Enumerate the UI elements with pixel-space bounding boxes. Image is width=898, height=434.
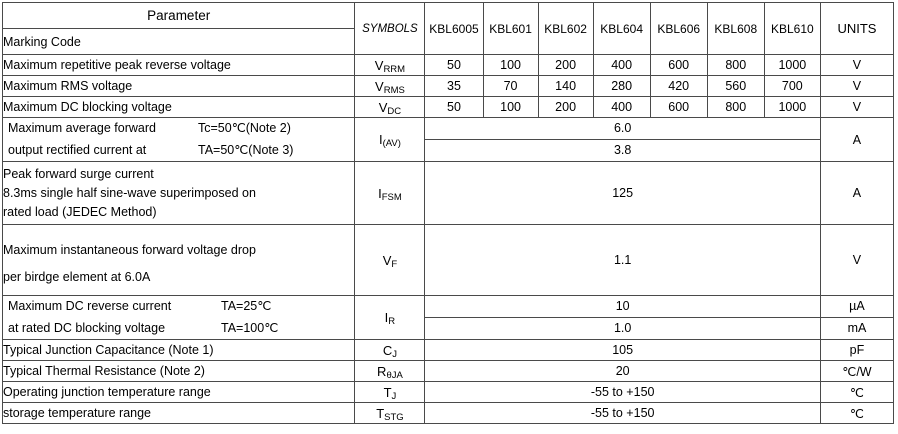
unit-ir-bottom: mA bbox=[821, 317, 893, 339]
value-ir-group bbox=[425, 296, 820, 340]
param-iav-label bbox=[3, 118, 355, 162]
param-vrrm-label: Maximum repetitive peak reverse voltage bbox=[3, 55, 355, 76]
value-tj: -55 to +150 bbox=[425, 382, 820, 403]
param-ifsm-line2: 8.3ms single half sine-wave superimposed on bbox=[3, 185, 256, 200]
param-vf-line1: Maximum instantaneous forward voltage drop bbox=[3, 243, 256, 257]
header-part-kbl601: KBL601 bbox=[483, 3, 538, 55]
unit-vf: V bbox=[820, 225, 893, 296]
value-iav-group bbox=[425, 118, 820, 162]
header-parameter: Parameter bbox=[3, 3, 355, 29]
value-vrms-kbl604: 280 bbox=[593, 76, 650, 97]
header-part-kbl606: KBL606 bbox=[650, 3, 707, 55]
value-vdc-kbl606: 600 bbox=[650, 97, 707, 118]
value-vrrm-kbl610: 1000 bbox=[764, 55, 820, 76]
table-row bbox=[3, 382, 894, 403]
param-tstg-label: storage temperature range bbox=[3, 403, 355, 424]
header-part-kbl608: KBL608 bbox=[707, 3, 764, 55]
param-vf-line2: per birdge element at 6.0A bbox=[3, 270, 151, 284]
param-ir-line1: Maximum DC reverse current bbox=[8, 299, 172, 313]
unit-tstg: ℃ bbox=[820, 403, 893, 424]
value-vrms-kbl610: 700 bbox=[764, 76, 820, 97]
param-vrms-label: Maximum RMS voltage bbox=[3, 76, 355, 97]
header-part-kbl610: KBL610 bbox=[764, 3, 820, 55]
unit-tj: ℃ bbox=[820, 382, 893, 403]
param-vf-label bbox=[3, 225, 355, 296]
symbol-ifsm: IFSM bbox=[355, 162, 425, 225]
param-iav-cond2: TA=50℃(Note 3) bbox=[198, 142, 294, 157]
symbol-rthja: RθJA bbox=[355, 361, 425, 382]
param-iav-line1: Maximum average forward bbox=[8, 121, 156, 135]
unit-iav: A bbox=[820, 118, 893, 162]
table-row bbox=[3, 97, 894, 118]
symbol-cj: CJ bbox=[355, 340, 425, 361]
header-units: UNITS bbox=[820, 3, 893, 55]
table-row bbox=[3, 403, 894, 424]
param-vdc-label: Maximum DC blocking voltage bbox=[3, 97, 355, 118]
value-vrrm-kbl601: 100 bbox=[483, 55, 538, 76]
value-rthja: 20 bbox=[425, 361, 820, 382]
value-vrrm-kbl604: 400 bbox=[593, 55, 650, 76]
value-vrrm-kbl6005: 50 bbox=[425, 55, 483, 76]
table-row bbox=[3, 340, 894, 361]
value-iav-ta: 3.8 bbox=[425, 139, 819, 161]
value-vrms-kbl6005: 35 bbox=[425, 76, 483, 97]
table-header-row-1 bbox=[3, 3, 894, 29]
param-rthja-label: Typical Thermal Resistance (Note 2) bbox=[3, 361, 355, 382]
value-vdc-kbl6005: 50 bbox=[425, 97, 483, 118]
header-part-kbl6005: KBL6005 bbox=[425, 3, 483, 55]
param-cj-label: Typical Junction Capacitance (Note 1) bbox=[3, 340, 355, 361]
param-tj-label: Operating junction temperature range bbox=[3, 382, 355, 403]
value-vrrm-kbl602: 200 bbox=[538, 55, 593, 76]
unit-cj: pF bbox=[820, 340, 893, 361]
value-vdc-kbl602: 200 bbox=[538, 97, 593, 118]
param-ir-label bbox=[3, 296, 355, 340]
param-ifsm-line1: Peak forward surge current bbox=[3, 166, 154, 181]
value-vrms-kbl601: 70 bbox=[483, 76, 538, 97]
unit-ir-top: µA bbox=[849, 299, 865, 313]
table-row bbox=[3, 225, 894, 296]
param-ifsm-label bbox=[3, 162, 355, 225]
param-ir-cond2: TA=100℃ bbox=[221, 320, 279, 335]
value-vrrm-kbl606: 600 bbox=[650, 55, 707, 76]
unit-vrms: V bbox=[820, 76, 893, 97]
table-row bbox=[3, 55, 894, 76]
header-part-kbl604: KBL604 bbox=[593, 3, 650, 55]
unit-vrrm: V bbox=[820, 55, 893, 76]
value-ifsm: 125 bbox=[425, 162, 820, 225]
unit-rthja: ℃/W bbox=[820, 361, 893, 382]
symbol-vrms: VRMS bbox=[355, 76, 425, 97]
value-vf: 1.1 bbox=[425, 225, 820, 296]
value-iav-tc: 6.0 bbox=[613, 121, 632, 135]
value-vdc-kbl608: 800 bbox=[707, 97, 764, 118]
value-tstg: -55 to +150 bbox=[425, 403, 820, 424]
value-vrrm-kbl608: 800 bbox=[707, 55, 764, 76]
header-marking-code: Marking Code bbox=[3, 29, 355, 55]
header-symbols: SYMBOLS bbox=[355, 3, 425, 55]
symbol-vrrm: VRRM bbox=[355, 55, 425, 76]
param-ir-line2: at rated DC blocking voltage bbox=[8, 320, 166, 335]
value-vrms-kbl606: 420 bbox=[650, 76, 707, 97]
electrical-characteristics-table bbox=[2, 2, 894, 424]
symbol-vdc: VDC bbox=[355, 97, 425, 118]
table-row bbox=[3, 76, 894, 97]
value-ir-25c: 10 bbox=[615, 299, 630, 313]
unit-ir-group bbox=[820, 296, 893, 340]
value-vdc-kbl610: 1000 bbox=[764, 97, 820, 118]
value-vdc-kbl604: 400 bbox=[593, 97, 650, 118]
value-cj: 105 bbox=[425, 340, 820, 361]
symbol-iav: I(AV) bbox=[355, 118, 425, 162]
param-iav-line2: output rectified current at bbox=[8, 142, 147, 157]
table-row bbox=[3, 118, 894, 162]
param-iav-cond1: Tc=50℃(Note 2) bbox=[198, 121, 291, 135]
table-row bbox=[3, 162, 894, 225]
unit-ifsm: A bbox=[820, 162, 893, 225]
symbol-tj: TJ bbox=[355, 382, 425, 403]
header-part-kbl602: KBL602 bbox=[538, 3, 593, 55]
symbol-tstg: TSTG bbox=[355, 403, 425, 424]
value-vrms-kbl602: 140 bbox=[538, 76, 593, 97]
param-ifsm-line3: rated load (JEDEC Method) bbox=[3, 204, 157, 219]
value-vrms-kbl608: 560 bbox=[707, 76, 764, 97]
table-row bbox=[3, 296, 894, 340]
unit-vdc: V bbox=[820, 97, 893, 118]
value-ir-100c: 1.0 bbox=[425, 317, 819, 339]
symbol-ir: IR bbox=[355, 296, 425, 340]
symbol-vf: VF bbox=[355, 225, 425, 296]
param-ir-cond1: TA=25℃ bbox=[221, 299, 272, 313]
table-row bbox=[3, 361, 894, 382]
value-vdc-kbl601: 100 bbox=[483, 97, 538, 118]
